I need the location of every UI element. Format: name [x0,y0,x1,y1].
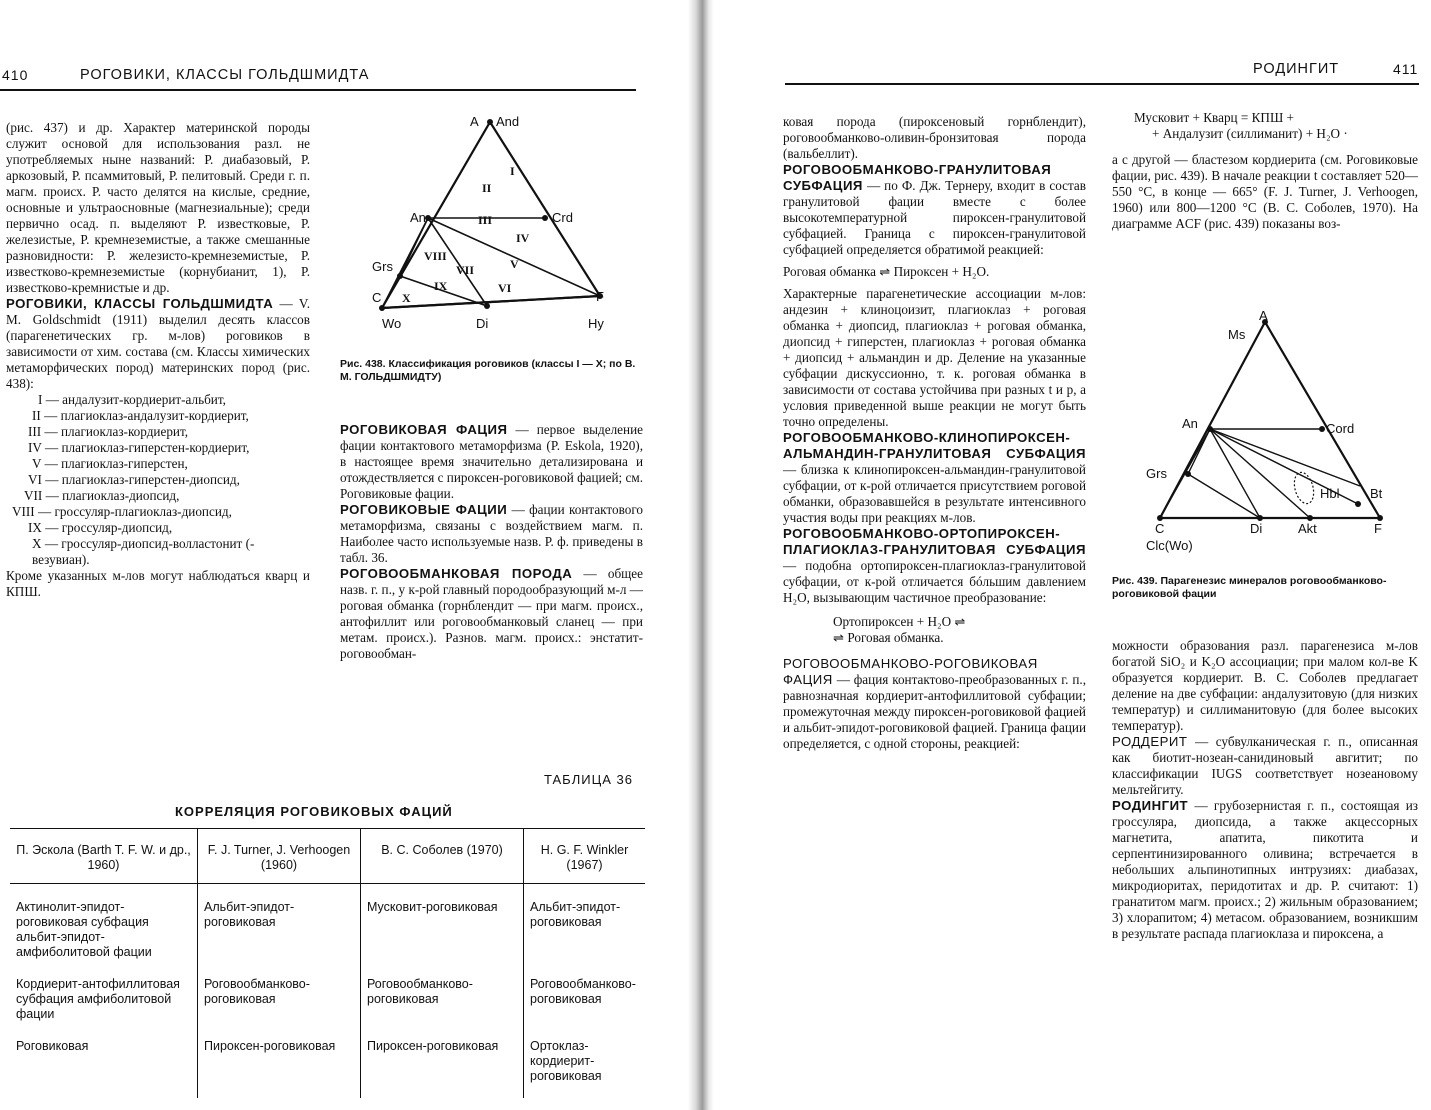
intro-text: (рис. 437) и др. Характер материнской породы служит основой для использования разл. не употребляемых ныне названий: Р. диабазовый, Р. аркозовый, Р. псаммитовый, Р. пелитовый. Среди г. п. магм. происх. Р. часто делятся на кислые, средние, основные и ультраосновные (магнезиальные); среди первично осад. п. выделяют Р. известковые, Р. железистые, Р. кремнеземистые, а также смешанные разновидности: Р. железисто-кремнеземистые, Р. известково-кремнеземистые (корнубианит, 1), Р. известково-кремнистые и др. [6,120,310,295]
term-rodingite: РОДИНГИТ [1112,798,1189,813]
reaction-3-line-2: + Андалузит (силлиманит) + H₂O · [1152,126,1348,141]
class-item: I — андалузит-кордиерит-альбит, [38,392,226,407]
orthopyroxene-text: — подобна ортопироксен-плагиоклаз-гранулитовой субфации, от к-рой отличается бóльшим давлением H₂O, вызывающим частичное преобразование: [783,558,1086,605]
table-number: ТАБЛИЦА 36 [544,772,633,787]
term-hornblende-rock: РОГОВООБМАНКОВАЯ ПОРОДА [340,566,573,581]
label-akt: Akt [1298,521,1317,536]
label-hy: Hy [588,316,604,331]
term-rodderite: РОДДЕРИТ [1112,734,1188,749]
table-header-row [10,829,645,884]
hornfels-facies-text: — фация контактово-преобразованных г. п., равнозначная кордиерит-антофиллитовой субфации; промежуточная между пироксен-роговиковой фацией и альбит-эпидот-роговиковой фацией. Граница фации определяется, с одной стороны, реакцией: [783,672,1087,751]
field-iv: IV [516,231,530,245]
rodingite-text: — грубозернистая г. п., состоящая из гроссуляра, диопсида, а также акцессорных магнетита, апатита, пикотита и серпентинизированного оливина; встречается в небольших альпинотипных интрузиях: диабазах, микродиоритах, перидотитах и др. Р. считают: 1) гранатитом магм. происх.; 2) жильным образованием; 3) хлорапитом; 4) метасом. образованием, возникшим в результате распада плагиоклаза и пироксена, а [1112,798,1419,941]
granulite-text: — по Ф. Дж. Тернеру, входит в состав гранулитовой фации вместе с более высокотемпературной пироксен-гранулитовой субфацией. Граница с пироксен-гранулитовой субфацией определяется обратимой реакцией: [783,178,1087,257]
label-wo: Wo [382,316,402,331]
figure-439-triangle [1140,306,1415,556]
label-f: F [1374,521,1382,536]
table-header-cell: H. G. F. Winkler (1967) [524,829,646,884]
class-item: IX — гроссуляр-диопсид, [28,520,173,535]
class-item: V — плагиоклаз-гиперстен, [32,456,188,471]
table-cell: Роговообманково-роговиковая [198,974,361,1036]
figure-438-triangle [360,108,630,338]
term-facies-plural: РОГОВИКОВЫЕ ФАЦИИ [340,502,508,517]
label-a: A [470,114,479,129]
table-header-cell: В. С. Соболев (1970) [361,829,524,884]
table-cell: Роговообманково-роговиковая [361,974,524,1036]
right-col-1 [783,114,1086,752]
table-row [10,974,645,1036]
term-facies: РОГОВИКОВАЯ ФАЦИЯ [340,422,508,437]
term-orthopyroxene: РОГОВООБМАНКОВО-ОРТОПИРОКСЕН-ПЛАГИОКЛАЗ-ГРАНУЛИТОВАЯ СУБФАЦИЯ [783,526,1086,557]
table-cell: Альбит-эпидот-роговиковая [198,884,361,975]
header-rule-right [785,83,1419,85]
table-cell: Пироксен-роговиковая [361,1036,524,1098]
reaction-2-line-1: Ортопироксен + H₂O ⇌ [833,614,966,629]
clinopyroxene-text: — близка к клинопироксен-альмандин-гранулитовой субфации, от к-рой отличается присутствием роговой обманки, образовавшейся в результате интенсивного участия воды при реакциях м-лов. [783,462,1086,525]
continued-text: ковая порода (пироксеновый горнблендит), роговообманково-оливин-бронзитовая порода (вальбеллит). [783,114,1086,161]
goldschmidt-text: — V. M. Goldschmidt (1911) выделил десять классов (парагенетических гр. м-лов) роговиков в зависимости от хим. состава (см. Классы химических метаморфических пород) материнских пород (рис. 438): [6,296,310,391]
figure-438-caption: Рис. 438. Классификация роговиков (классы I — X; по В. М. ГОЛЬДШМИДТУ) [340,358,636,383]
label-di: Di [476,316,489,331]
class-item: IV — плагиоклаз-гиперстен-кордиерит, [28,440,250,455]
label-ms: Ms [1228,327,1246,342]
table-header-cell: F. J. Turner, J. Verhoogen (1960) [198,829,361,884]
label-crd: Crd [552,210,573,225]
table-cell: Роговиковая [16,1039,89,1053]
field-ii: II [482,181,492,195]
class-item: VIII — гроссуляр-плагиоклаз-диопсид, [12,504,232,519]
class-item: II — плагиоклаз-андалузит-кордиерит, [32,408,249,423]
correlation-table [10,828,645,1098]
reaction-2-line-2: ⇌ Роговая обманка. [833,630,944,645]
table-cell: Альбит-эпидот-роговиковая [524,884,646,975]
left-col-1 [6,120,310,600]
running-head-right: РОДИНГИТ [1253,61,1340,77]
label-cord: Cord [1326,421,1355,436]
table-header-cell: П. Эскола (Barth T. F. W. и др., 1960) [10,829,198,884]
col2-text-2: можности образования разл. парагенезиса м-лов богатой SiO₂ и K₂O ассоциации; при малом кол-ве K образуется кордиерит. В. С. Соболев предлагает деление на две субфации: андалузитовую (для низких температур) и силлиманитовую (для более высоких температур). [1112,638,1418,733]
table-cell: Пироксен-роговиковая [198,1036,361,1098]
field-viii: VIII [424,249,447,263]
table-cell: Кордиерит-антофиллитовая субфация амфиболитовой фации [16,977,180,1021]
left-col-2 [340,422,643,662]
facies-plural-text: — фации контактового метаморфизма, связаны с воздействием магм. п. Наиболее часто используемые назв. Р. ф. приведены в табл. 36. [340,502,644,565]
granulite-text-2: Характерные парагенетические ассоциации м-лов: андезин + клиноцоизит, плагиоклаз + роговая обманка + диопсид, плагиоклаз + роговая обманка, диопсид + гиперстен, плагиоклаз + роговая обманка + диопсид + альмандин и др. Деление на указанные субфации дискуссионно, т. к. роговая обманка в зависимости от состава устойчива при разных t и p, а условия приведенной выше реакции не могут быть точно определены. [783,286,1086,429]
table-cell: Ортоклаз-кордиерит-роговиковая [524,1036,646,1098]
label-f: F [596,289,604,304]
figure-439-caption: Рис. 439. Парагенезис минералов роговообманково-роговиковой фации [1112,575,1387,600]
facies-text: — первое выделение фации контактового метаморфизма (P. Eskola, 1920), в настоящее время значительно детализирована и отождествляется с пироксен-роговиковой фацией; см. Роговиковые фации. [340,422,644,501]
rodderite-text: — субвулканическая г. п., описанная как биотит-нозеан-санидиновый авгитит; по классификации IUGS соответствует нозеановому мельтейгиту. [1112,734,1418,797]
table-cell: Актинолит-эпидот-роговиковая субфация альбит-эпидот-амфиболитовой фации [16,900,152,959]
label-bt: Bt [1370,486,1383,501]
field-iii: III [478,213,493,227]
table-cell: Роговообманково-роговиковая [524,974,646,1036]
running-head-left: РОГОВИКИ, КЛАССЫ ГОЛЬДШМИДТА [80,67,370,83]
label-di: Di [1250,521,1263,536]
label-hbl: Hbl [1320,486,1340,501]
label-an: An [410,210,426,225]
term-clinopyroxene: РОГОВООБМАНКОВО-КЛИНОПИРОКСЕН-АЛЬМАНДИН-ГРАНУЛИТОВАЯ СУБФАЦИЯ [783,430,1086,461]
page-number-left: 410 [2,67,29,83]
right-col-2 [1112,110,1418,232]
field-vi: VI [498,281,512,295]
reaction-3-line-1: Мусковит + Кварц = КПШ + [1134,110,1294,125]
field-ix: IX [434,279,448,293]
book-gutter [688,0,714,1110]
field-vii: VII [456,263,475,277]
col2-text: а с другой — бластезом кордиерита (см. Роговиковые фации, рис. 439). В начале реакции t составляет 520—550 °C, в конце — 665° (F. J. Turner, J. Verhoogen, 1960) или 800—1200 °C (В. С. Соболев, 1970). На диаграмме ACF (рис. 439) показаны воз- [1112,152,1418,231]
page-number-right: 411 [1393,61,1419,77]
classes-list [6,392,310,568]
term-hornfels-facies: РОГОВООБМАНКОВО-РОГОВИКОВАЯ ФАЦИЯ [783,656,1038,687]
class-item: VII — плагиоклаз-диопсид, [24,488,180,503]
label-and: And [496,114,520,129]
label-grs: Grs [372,259,393,274]
outro-text: Кроме указанных м-лов могут наблюдаться кварц и КПШ. [6,568,310,599]
hornblende-rock-text: — общее назв. г. п., у к-рой главный породообразующий м-л — роговая обманка (горнблендит — при магм. происх., антофиллит или роговообманковый сланец — при метам. происх.). Разнов. магм. происх.: энстатит-роговообман- [340,566,644,661]
label-clc-wo: Clc(Wo) [1146,538,1193,553]
label-c: C [372,290,382,305]
class-item: III — плагиоклаз-кордиерит, [28,424,189,439]
label-an: An [1182,416,1198,431]
term-granulite: РОГОВООБМАНКОВО-ГРАНУЛИТОВАЯ СУБФАЦИЯ [783,162,1052,193]
field-i: I [510,164,515,178]
class-item: VI — плагиоклаз-гиперстен-диопсид, [28,472,240,487]
term-goldschmidt: РОГОВИКИ, КЛАССЫ ГОЛЬДШМИДТА [6,296,274,311]
field-v: V [510,257,519,271]
right-col-2-lower [1112,638,1418,942]
table-row [10,1036,645,1098]
label-a: A [1259,308,1268,323]
label-c: C [1155,521,1165,536]
table-row [10,884,645,975]
table-cell: Мусковит-роговиковая [361,884,524,975]
label-grs: Grs [1146,466,1167,481]
table-title: КОРРЕЛЯЦИЯ РОГОВИКОВЫХ ФАЦИЙ [175,804,453,819]
header-rule-left [0,89,636,91]
field-x: X [402,291,411,305]
class-item: X — гроссуляр-диопсид-волластонит (-везувиан). [32,536,255,567]
reaction-1: Роговая обманка ⇌ Пироксен + H₂O. [783,264,990,279]
